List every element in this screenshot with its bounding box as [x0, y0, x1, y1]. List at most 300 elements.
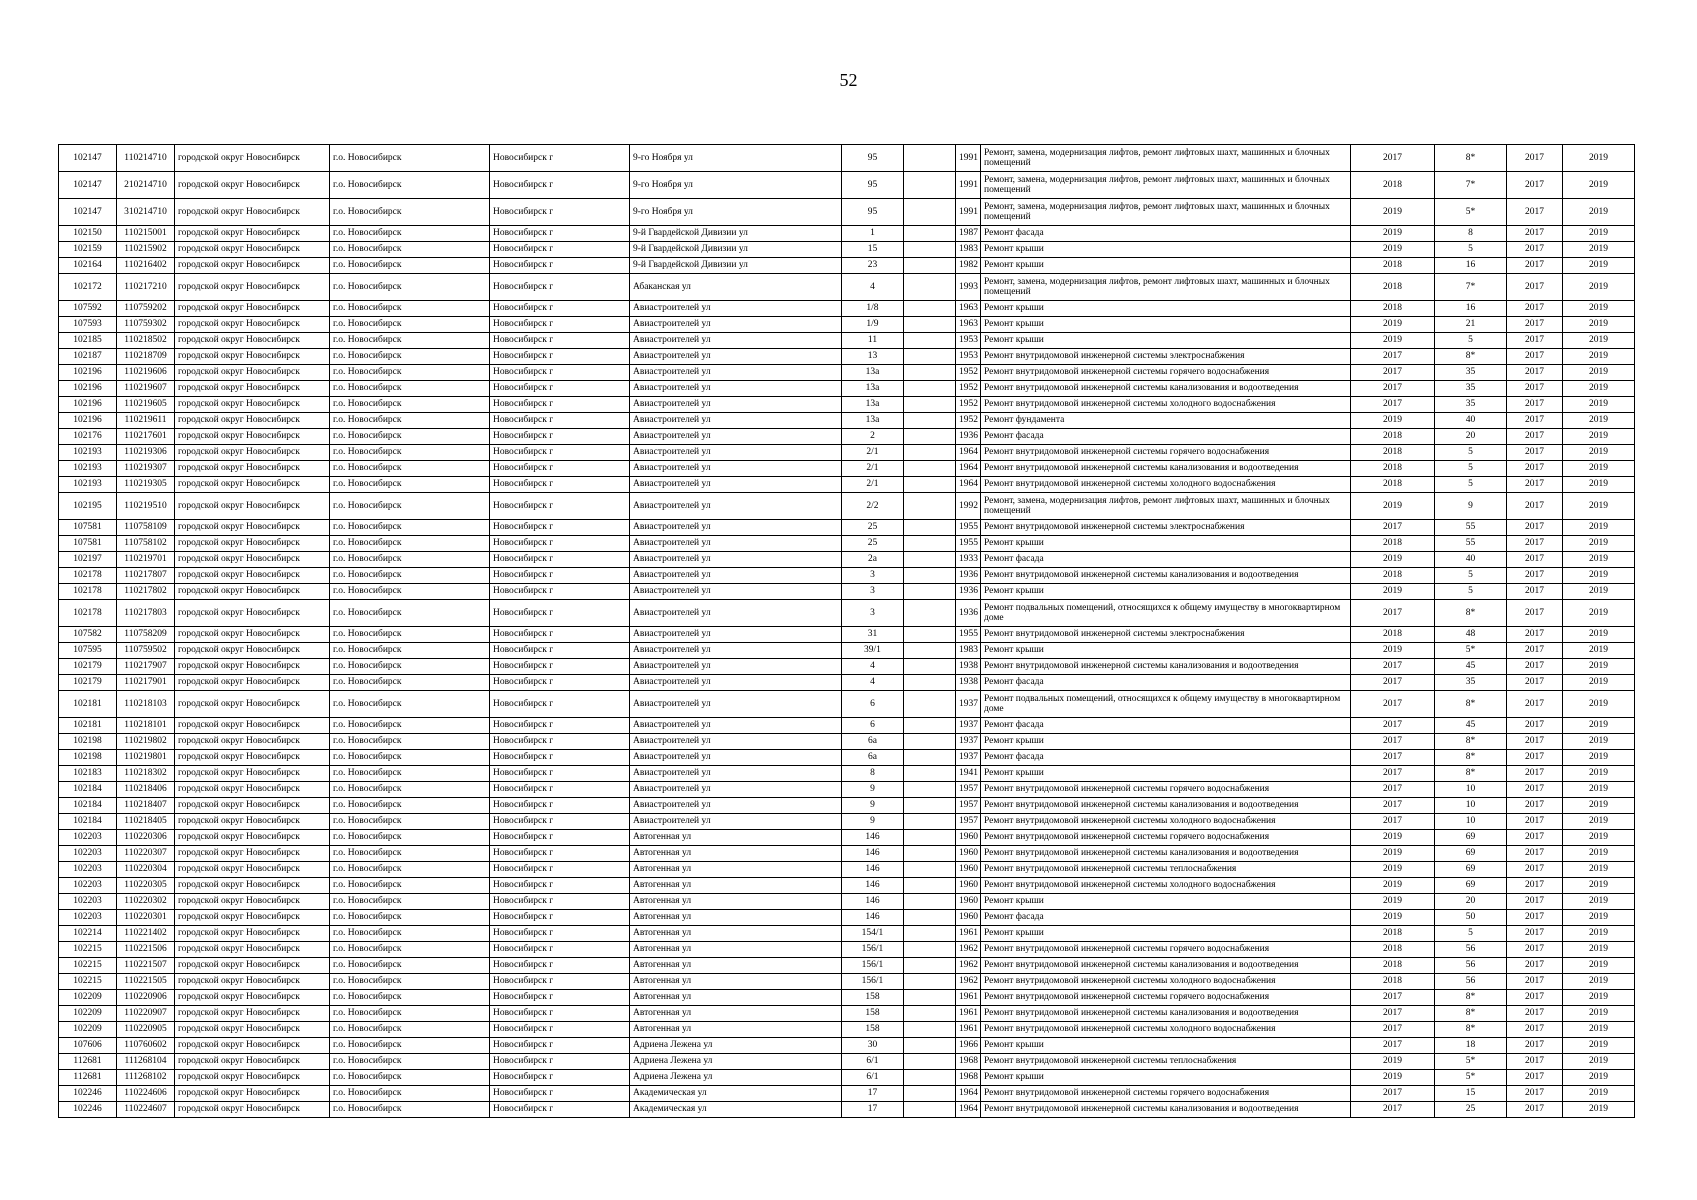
table-row — [59, 627, 1635, 643]
cell-year-built: 1953 — [956, 349, 981, 365]
cell-work-type: Ремонт внутридомовой инженерной системы электроснабжения — [981, 520, 1351, 536]
cell-end-year: 2019 — [1563, 734, 1635, 750]
cell-year-built: 1964 — [956, 477, 981, 493]
cell-end-year: 2019 — [1563, 1086, 1635, 1102]
cell-street: Авиастроителей ул — [630, 643, 842, 659]
cell-work-id: 110219605 — [117, 397, 175, 413]
cell-locality: Новосибирск г — [490, 718, 630, 734]
cell-year-built: 1962 — [956, 942, 981, 958]
cell-plan-year: 2018 — [1351, 942, 1435, 958]
cell-year-built: 1963 — [956, 301, 981, 317]
cell-locality: Новосибирск г — [490, 830, 630, 846]
cell-period: 5 — [1435, 242, 1507, 258]
cell-street: Автогенная ул — [630, 942, 842, 958]
cell-period: 5* — [1435, 199, 1507, 226]
cell-building — [904, 926, 956, 942]
cell-plan-year: 2017 — [1351, 1086, 1435, 1102]
cell-house-id: 102164 — [59, 258, 117, 274]
cell-period: 8* — [1435, 750, 1507, 766]
cell-locality: Новосибирск г — [490, 846, 630, 862]
cell-house-id: 102196 — [59, 413, 117, 429]
cell-work-type: Ремонт внутридомовой инженерной системы горячего водоснабжения — [981, 942, 1351, 958]
table-row — [59, 365, 1635, 381]
cell-plan-year: 2019 — [1351, 317, 1435, 333]
cell-end-year: 2019 — [1563, 1054, 1635, 1070]
cell-municipal-district: городской округ Новосибирск — [175, 878, 330, 894]
cell-work-type: Ремонт фасада — [981, 718, 1351, 734]
cell-start-year: 2017 — [1507, 584, 1563, 600]
cell-settlement: г.о. Новосибирск — [330, 894, 490, 910]
cell-house-number: 11 — [842, 333, 904, 349]
cell-work-type: Ремонт внутридомовой инженерной системы теплоснабжения — [981, 1054, 1351, 1070]
cell-house-number: 6а — [842, 750, 904, 766]
cell-house-number: 13а — [842, 365, 904, 381]
cell-house-id: 102246 — [59, 1086, 117, 1102]
cell-year-built: 1938 — [956, 659, 981, 675]
cell-house-number: 2 — [842, 429, 904, 445]
cell-locality: Новосибирск г — [490, 413, 630, 429]
cell-street: Авиастроителей ул — [630, 584, 842, 600]
cell-locality: Новосибирск г — [490, 199, 630, 226]
cell-end-year: 2019 — [1563, 301, 1635, 317]
cell-locality: Новосибирск г — [490, 493, 630, 520]
cell-work-type: Ремонт внутридомовой инженерной системы горячего водоснабжения — [981, 1086, 1351, 1102]
cell-settlement: г.о. Новосибирск — [330, 552, 490, 568]
cell-work-type: Ремонт, замена, модернизация лифтов, ремонт лифтовых шахт, машинных и блочных помещений — [981, 493, 1351, 520]
cell-end-year: 2019 — [1563, 413, 1635, 429]
cell-end-year: 2019 — [1563, 910, 1635, 926]
cell-street: Авиастроителей ул — [630, 493, 842, 520]
cell-year-built: 1991 — [956, 145, 981, 172]
cell-street: Авиастроителей ул — [630, 659, 842, 675]
cell-end-year: 2019 — [1563, 862, 1635, 878]
cell-plan-year: 2017 — [1351, 734, 1435, 750]
cell-locality: Новосибирск г — [490, 990, 630, 1006]
cell-building — [904, 429, 956, 445]
cell-building — [904, 734, 956, 750]
cell-start-year: 2017 — [1507, 675, 1563, 691]
cell-year-built: 1955 — [956, 536, 981, 552]
table-row — [59, 942, 1635, 958]
cell-building — [904, 477, 956, 493]
cell-work-id: 110219611 — [117, 413, 175, 429]
cell-settlement: г.о. Новосибирск — [330, 145, 490, 172]
cell-start-year: 2017 — [1507, 1054, 1563, 1070]
cell-settlement: г.о. Новосибирск — [330, 317, 490, 333]
cell-plan-year: 2019 — [1351, 910, 1435, 926]
cell-settlement: г.о. Новосибирск — [330, 536, 490, 552]
table-row — [59, 600, 1635, 627]
cell-work-type: Ремонт внутридомовой инженерной системы холодного водоснабжения — [981, 814, 1351, 830]
cell-year-built: 1937 — [956, 718, 981, 734]
cell-house-id: 102196 — [59, 381, 117, 397]
cell-locality: Новосибирск г — [490, 552, 630, 568]
cell-end-year: 2019 — [1563, 798, 1635, 814]
cell-work-type: Ремонт внутридомовой инженерной системы холодного водоснабжения — [981, 477, 1351, 493]
cell-municipal-district: городской округ Новосибирск — [175, 627, 330, 643]
cell-house-id: 102203 — [59, 894, 117, 910]
cell-house-number: 4 — [842, 659, 904, 675]
cell-locality: Новосибирск г — [490, 627, 630, 643]
cell-start-year: 2017 — [1507, 782, 1563, 798]
cell-work-id: 110218709 — [117, 349, 175, 365]
cell-settlement: г.о. Новосибирск — [330, 878, 490, 894]
cell-work-id: 110220304 — [117, 862, 175, 878]
cell-year-built: 1960 — [956, 910, 981, 926]
cell-house-id: 102198 — [59, 734, 117, 750]
cell-locality: Новосибирск г — [490, 1022, 630, 1038]
table-row — [59, 301, 1635, 317]
cell-year-built: 1961 — [956, 926, 981, 942]
cell-year-built: 1960 — [956, 878, 981, 894]
cell-start-year: 2017 — [1507, 718, 1563, 734]
cell-plan-year: 2017 — [1351, 1102, 1435, 1118]
cell-plan-year: 2019 — [1351, 878, 1435, 894]
cell-municipal-district: городской округ Новосибирск — [175, 691, 330, 718]
cell-settlement: г.о. Новосибирск — [330, 675, 490, 691]
cell-locality: Новосибирск г — [490, 1070, 630, 1086]
cell-period: 5 — [1435, 584, 1507, 600]
cell-start-year: 2017 — [1507, 461, 1563, 477]
cell-start-year: 2017 — [1507, 926, 1563, 942]
cell-municipal-district: городской округ Новосибирск — [175, 301, 330, 317]
cell-end-year: 2019 — [1563, 349, 1635, 365]
cell-house-id: 102147 — [59, 199, 117, 226]
cell-street: Автогенная ул — [630, 846, 842, 862]
cell-year-built: 1964 — [956, 445, 981, 461]
cell-building — [904, 520, 956, 536]
cell-work-type: Ремонт внутридомовой инженерной системы канализования и водоотведения — [981, 798, 1351, 814]
cell-year-built: 1961 — [956, 990, 981, 1006]
table-row — [59, 894, 1635, 910]
cell-period: 16 — [1435, 301, 1507, 317]
cell-plan-year: 2019 — [1351, 1070, 1435, 1086]
table-row — [59, 413, 1635, 429]
cell-house-id: 102179 — [59, 659, 117, 675]
cell-settlement: г.о. Новосибирск — [330, 1070, 490, 1086]
cell-house-id: 102183 — [59, 766, 117, 782]
cell-work-type: Ремонт внутридомовой инженерной системы горячего водоснабжения — [981, 990, 1351, 1006]
cell-municipal-district: городской округ Новосибирск — [175, 445, 330, 461]
cell-work-id: 110217802 — [117, 584, 175, 600]
cell-plan-year: 2018 — [1351, 974, 1435, 990]
cell-year-built: 1962 — [956, 958, 981, 974]
cell-municipal-district: городской округ Новосибирск — [175, 1022, 330, 1038]
cell-plan-year: 2019 — [1351, 862, 1435, 878]
cell-work-type: Ремонт фундамента — [981, 413, 1351, 429]
cell-house-number: 6а — [842, 734, 904, 750]
cell-street: Авиастроителей ул — [630, 691, 842, 718]
cell-year-built: 1957 — [956, 814, 981, 830]
cell-settlement: г.о. Новосибирск — [330, 413, 490, 429]
cell-municipal-district: городской округ Новосибирск — [175, 974, 330, 990]
page-number: 52 — [839, 70, 858, 90]
cell-year-built: 1937 — [956, 691, 981, 718]
cell-start-year: 2017 — [1507, 862, 1563, 878]
cell-municipal-district: городской округ Новосибирск — [175, 862, 330, 878]
cell-plan-year: 2019 — [1351, 333, 1435, 349]
cell-plan-year: 2019 — [1351, 643, 1435, 659]
cell-municipal-district: городской округ Новосибирск — [175, 958, 330, 974]
cell-municipal-district: городской округ Новосибирск — [175, 536, 330, 552]
cell-end-year: 2019 — [1563, 568, 1635, 584]
cell-municipal-district: городской округ Новосибирск — [175, 643, 330, 659]
cell-start-year: 2017 — [1507, 1086, 1563, 1102]
cell-street: 9-й Гвардейской Дивизии ул — [630, 258, 842, 274]
cell-work-id: 110219306 — [117, 445, 175, 461]
cell-locality: Новосибирск г — [490, 766, 630, 782]
cell-year-built: 1963 — [956, 317, 981, 333]
cell-building — [904, 145, 956, 172]
cell-work-id: 110759202 — [117, 301, 175, 317]
table-row — [59, 584, 1635, 600]
cell-year-built: 1933 — [956, 552, 981, 568]
cell-settlement: г.о. Новосибирск — [330, 1038, 490, 1054]
cell-locality: Новосибирск г — [490, 862, 630, 878]
cell-year-built: 1962 — [956, 974, 981, 990]
cell-period: 8* — [1435, 145, 1507, 172]
cell-house-number: 31 — [842, 627, 904, 643]
cell-house-number: 2/2 — [842, 493, 904, 520]
cell-period: 20 — [1435, 429, 1507, 445]
table-row — [59, 643, 1635, 659]
cell-period: 10 — [1435, 798, 1507, 814]
cell-end-year: 2019 — [1563, 429, 1635, 445]
cell-street: Адриена Лежена ул — [630, 1038, 842, 1054]
cell-municipal-district: городской округ Новосибирск — [175, 910, 330, 926]
cell-end-year: 2019 — [1563, 317, 1635, 333]
table-row — [59, 926, 1635, 942]
cell-start-year: 2017 — [1507, 1006, 1563, 1022]
cell-locality: Новосибирск г — [490, 145, 630, 172]
cell-street: Авиастроителей ул — [630, 675, 842, 691]
cell-work-id: 110217210 — [117, 274, 175, 301]
cell-work-type: Ремонт крыши — [981, 734, 1351, 750]
cell-locality: Новосибирск г — [490, 584, 630, 600]
cell-work-type: Ремонт крыши — [981, 926, 1351, 942]
cell-plan-year: 2018 — [1351, 627, 1435, 643]
cell-work-type: Ремонт внутридомовой инженерной системы канализования и водоотведения — [981, 659, 1351, 675]
cell-settlement: г.о. Новосибирск — [330, 974, 490, 990]
cell-work-id: 110219606 — [117, 365, 175, 381]
cell-period: 69 — [1435, 862, 1507, 878]
cell-locality: Новосибирск г — [490, 1038, 630, 1054]
cell-period: 5 — [1435, 461, 1507, 477]
cell-start-year: 2017 — [1507, 830, 1563, 846]
cell-house-number: 17 — [842, 1102, 904, 1118]
cell-locality: Новосибирск г — [490, 734, 630, 750]
cell-settlement: г.о. Новосибирск — [330, 691, 490, 718]
cell-work-type: Ремонт внутридомовой инженерной системы канализования и водоотведения — [981, 461, 1351, 477]
table-row — [59, 862, 1635, 878]
cell-street: Авиастроителей ул — [630, 750, 842, 766]
cell-building — [904, 718, 956, 734]
cell-start-year: 2017 — [1507, 199, 1563, 226]
cell-house-number: 1/9 — [842, 317, 904, 333]
cell-settlement: г.о. Новосибирск — [330, 627, 490, 643]
cell-house-number: 9 — [842, 798, 904, 814]
table-row — [59, 536, 1635, 552]
cell-street: Авиастроителей ул — [630, 413, 842, 429]
cell-work-type: Ремонт крыши — [981, 317, 1351, 333]
cell-work-type: Ремонт крыши — [981, 1070, 1351, 1086]
cell-start-year: 2017 — [1507, 429, 1563, 445]
cell-street: Автогенная ул — [630, 894, 842, 910]
cell-work-type: Ремонт внутридомовой инженерной системы горячего водоснабжения — [981, 782, 1351, 798]
cell-start-year: 2017 — [1507, 894, 1563, 910]
cell-street: Авиастроителей ул — [630, 600, 842, 627]
cell-settlement: г.о. Новосибирск — [330, 226, 490, 242]
cell-work-type: Ремонт внутридомовой инженерной системы электроснабжения — [981, 627, 1351, 643]
cell-locality: Новосибирск г — [490, 750, 630, 766]
cell-house-number: 95 — [842, 172, 904, 199]
cell-house-number: 156/1 — [842, 942, 904, 958]
cell-year-built: 1960 — [956, 862, 981, 878]
cell-start-year: 2017 — [1507, 568, 1563, 584]
cell-end-year: 2019 — [1563, 830, 1635, 846]
cell-street: Авиастроителей ул — [630, 365, 842, 381]
cell-house-number: 13а — [842, 397, 904, 413]
cell-plan-year: 2017 — [1351, 349, 1435, 365]
cell-municipal-district: городской округ Новосибирск — [175, 568, 330, 584]
cell-settlement: г.о. Новосибирск — [330, 568, 490, 584]
cell-start-year: 2017 — [1507, 1038, 1563, 1054]
cell-house-id: 102209 — [59, 1022, 117, 1038]
table-row — [59, 990, 1635, 1006]
cell-house-number: 9 — [842, 782, 904, 798]
cell-house-id: 102197 — [59, 552, 117, 568]
cell-municipal-district: городской округ Новосибирск — [175, 846, 330, 862]
cell-locality: Новосибирск г — [490, 814, 630, 830]
cell-work-id: 110218101 — [117, 718, 175, 734]
cell-building — [904, 242, 956, 258]
table-row — [59, 349, 1635, 365]
cell-plan-year: 2019 — [1351, 552, 1435, 568]
cell-street: Авиастроителей ул — [630, 397, 842, 413]
cell-work-id: 111268102 — [117, 1070, 175, 1086]
cell-locality: Новосибирск г — [490, 536, 630, 552]
cell-year-built: 1936 — [956, 568, 981, 584]
cell-work-id: 110218502 — [117, 333, 175, 349]
cell-street: Авиастроителей ул — [630, 317, 842, 333]
cell-plan-year: 2017 — [1351, 397, 1435, 413]
cell-plan-year: 2019 — [1351, 894, 1435, 910]
cell-period: 35 — [1435, 675, 1507, 691]
cell-work-id: 110220906 — [117, 990, 175, 1006]
cell-building — [904, 552, 956, 568]
cell-settlement: г.о. Новосибирск — [330, 846, 490, 862]
cell-settlement: г.о. Новосибирск — [330, 445, 490, 461]
cell-street: Авиастроителей ул — [630, 552, 842, 568]
cell-end-year: 2019 — [1563, 226, 1635, 242]
table-row — [59, 766, 1635, 782]
cell-work-type: Ремонт, замена, модернизация лифтов, ремонт лифтовых шахт, машинных и блочных помещений — [981, 199, 1351, 226]
cell-work-type: Ремонт подвальных помещений, относящихся к общему имуществу в многоквартирном доме — [981, 691, 1351, 718]
cell-work-type: Ремонт крыши — [981, 1038, 1351, 1054]
cell-street: Автогенная ул — [630, 1006, 842, 1022]
cell-house-id: 102147 — [59, 172, 117, 199]
cell-house-id: 102172 — [59, 274, 117, 301]
cell-start-year: 2017 — [1507, 552, 1563, 568]
cell-end-year: 2019 — [1563, 1038, 1635, 1054]
cell-work-id: 110221505 — [117, 974, 175, 990]
cell-locality: Новосибирск г — [490, 942, 630, 958]
cell-end-year: 2019 — [1563, 477, 1635, 493]
cell-work-type: Ремонт крыши — [981, 301, 1351, 317]
cell-work-id: 210214710 — [117, 172, 175, 199]
table-row — [59, 782, 1635, 798]
cell-house-id: 102209 — [59, 1006, 117, 1022]
cell-end-year: 2019 — [1563, 493, 1635, 520]
cell-building — [904, 643, 956, 659]
cell-plan-year: 2018 — [1351, 274, 1435, 301]
cell-year-built: 1964 — [956, 1102, 981, 1118]
cell-period: 8* — [1435, 766, 1507, 782]
cell-plan-year: 2017 — [1351, 1022, 1435, 1038]
cell-end-year: 2019 — [1563, 552, 1635, 568]
cell-building — [904, 1086, 956, 1102]
cell-building — [904, 990, 956, 1006]
cell-period: 56 — [1435, 958, 1507, 974]
cell-start-year: 2017 — [1507, 691, 1563, 718]
cell-building — [904, 782, 956, 798]
cell-start-year: 2017 — [1507, 1102, 1563, 1118]
cell-work-id: 110219801 — [117, 750, 175, 766]
cell-start-year: 2017 — [1507, 1070, 1563, 1086]
cell-settlement: г.о. Новосибирск — [330, 461, 490, 477]
cell-work-id: 111268104 — [117, 1054, 175, 1070]
cell-locality: Новосибирск г — [490, 274, 630, 301]
cell-locality: Новосибирск г — [490, 798, 630, 814]
cell-period: 50 — [1435, 910, 1507, 926]
cell-street: Авиастроителей ул — [630, 429, 842, 445]
cell-house-number: 146 — [842, 846, 904, 862]
cell-start-year: 2017 — [1507, 258, 1563, 274]
cell-house-number: 156/1 — [842, 974, 904, 990]
cell-end-year: 2019 — [1563, 397, 1635, 413]
cell-end-year: 2019 — [1563, 958, 1635, 974]
table-row — [59, 974, 1635, 990]
cell-street: 9-го Ноября ул — [630, 199, 842, 226]
cell-municipal-district: городской округ Новосибирск — [175, 1086, 330, 1102]
cell-house-number: 6 — [842, 691, 904, 718]
cell-locality: Новосибирск г — [490, 659, 630, 675]
cell-locality: Новосибирск г — [490, 349, 630, 365]
table-row — [59, 1038, 1635, 1054]
cell-municipal-district: городской округ Новосибирск — [175, 830, 330, 846]
cell-building — [904, 691, 956, 718]
cell-period: 5 — [1435, 477, 1507, 493]
cell-work-type: Ремонт подвальных помещений, относящихся к общему имуществу в многоквартирном доме — [981, 600, 1351, 627]
cell-municipal-district: городской округ Новосибирск — [175, 1102, 330, 1118]
cell-settlement: г.о. Новосибирск — [330, 910, 490, 926]
cell-end-year: 2019 — [1563, 445, 1635, 461]
cell-work-type: Ремонт фасада — [981, 552, 1351, 568]
cell-house-number: 146 — [842, 910, 904, 926]
cell-settlement: г.о. Новосибирск — [330, 584, 490, 600]
cell-municipal-district: городской округ Новосибирск — [175, 766, 330, 782]
cell-end-year: 2019 — [1563, 333, 1635, 349]
cell-house-id: 102185 — [59, 333, 117, 349]
cell-start-year: 2017 — [1507, 536, 1563, 552]
cell-start-year: 2017 — [1507, 990, 1563, 1006]
cell-period: 8* — [1435, 691, 1507, 718]
cell-settlement: г.о. Новосибирск — [330, 520, 490, 536]
cell-work-id: 110216402 — [117, 258, 175, 274]
cell-plan-year: 2019 — [1351, 199, 1435, 226]
cell-house-id: 102178 — [59, 584, 117, 600]
cell-house-id: 102178 — [59, 600, 117, 627]
